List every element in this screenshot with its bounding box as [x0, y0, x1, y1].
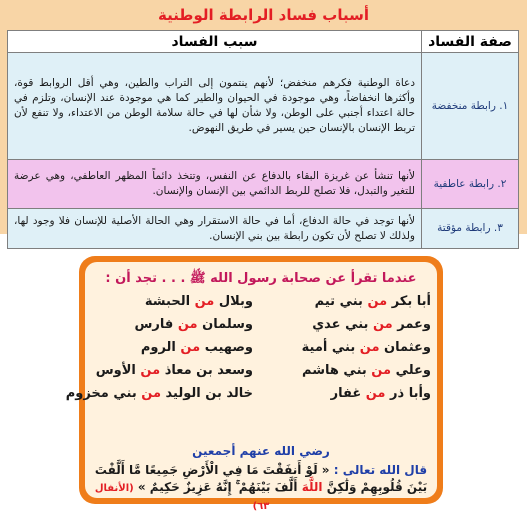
sahaba-entry: وعلي من بني هاشم	[302, 363, 431, 378]
row-type: ٢. رابطة عاطفية	[422, 160, 519, 209]
sahaba-entry: وعمر من بني عدي	[312, 317, 431, 332]
table-title: أسباب فساد الرابطة الوطنية	[157, 6, 370, 24]
sahaba-row	[91, 317, 431, 340]
sahaba-entry: خالد بن الوليد من بني مخزوم	[65, 386, 253, 401]
table-row	[8, 209, 519, 249]
verse-intro: قال الله تعالى :	[333, 463, 428, 477]
sahaba-entry: وعثمان من بني أمية	[301, 340, 431, 355]
header-type: صفة الفساد	[422, 31, 519, 53]
sahaba-row	[91, 340, 431, 363]
sahaba-row	[65, 386, 431, 409]
quran-verse	[91, 462, 431, 515]
row-reason: دعاة الوطنية فكرهم منخفض؛ لأنهم ينتمون إلى التراب والطين، وهي أقل الروابط قوة، وأكثرها انخفاضاً، وهي موجودة في الحيوان والطير كما هي موجودة عند الإنسان، وتلزم في حالة اعتداء أجنبي على الوطن، ولا شأن لها في حالة سلامة الوطن من الاعتداء، ولا تنفع لأن تربط الإنسان بالإنسان حين يسير في طريق النهوض.	[8, 53, 422, 160]
row-reason: لأنها تنشأ عن غريزة البقاء بالدفاع عن النفس، وتتخذ دائماً المظهر العاطفي، وهي عرضة للتغير والتبدل، فلا تصلح للربط الدائمي بين الإنسان والإنسان.	[8, 160, 422, 209]
sahaba-entry: وأبا ذر من غفار	[330, 386, 431, 401]
sahaba-entry: وبلال من الحبشة	[144, 294, 253, 309]
verse-reference: (الأنفال ٦٣)	[94, 483, 270, 512]
sahaba-entry: وسلمان من فارس	[134, 317, 253, 332]
header-reason: سبب الفساد	[8, 31, 422, 53]
corruption-causes-table	[7, 30, 519, 249]
sahaba-card-inner	[65, 262, 437, 512]
verse-part2: أَلَّفَ بَيْنَهُمْ ۚ إِنَّهُ عَزِيزٌ حَكِيمٌ »	[137, 480, 298, 494]
sahaba-grid	[65, 294, 431, 409]
table-row	[8, 160, 519, 209]
sahaba-entry: أبا بكر من بني تيم	[314, 294, 431, 309]
sahaba-row	[91, 363, 431, 386]
verse-allah: اللَّهَ	[301, 480, 323, 494]
sahaba-row	[91, 294, 431, 317]
row-reason: لأنها توجد في حالة الدفاع، أما في حالة الاستقرار وهي الحالة الأصلية للإنسان فلا وجود لها، ولذلك لا تصلح لأن تكون رابطة بين بني الإنسان.	[8, 209, 422, 249]
card-header: عندما تقرأ عن صحابة رسول الله ﷺ . . . تجد أن :	[105, 271, 417, 286]
top-panel	[0, 0, 527, 242]
sahaba-entry: وصهيب من الروم	[140, 340, 253, 355]
table-row	[8, 53, 519, 160]
sahaba-card	[65, 256, 443, 512]
verse-part1: « لَوْ أَنفَقْتَ مَا فِي الْأَرْضِ جَمِيعًا مَّا أَلَّفْتَ بَيْنَ قُلُوبِهِمْ وَلَٰكِنَّ	[94, 463, 428, 494]
row-type: ١. رابطة منخفضة	[422, 53, 519, 160]
sahaba-note: رضي الله عنهم أجمعين	[192, 444, 330, 458]
row-type: ٣. رابطة مؤقتة	[422, 209, 519, 249]
table-header-row	[8, 31, 519, 53]
sahaba-entry: وسعد بن معاذ من الأوس	[95, 363, 253, 378]
